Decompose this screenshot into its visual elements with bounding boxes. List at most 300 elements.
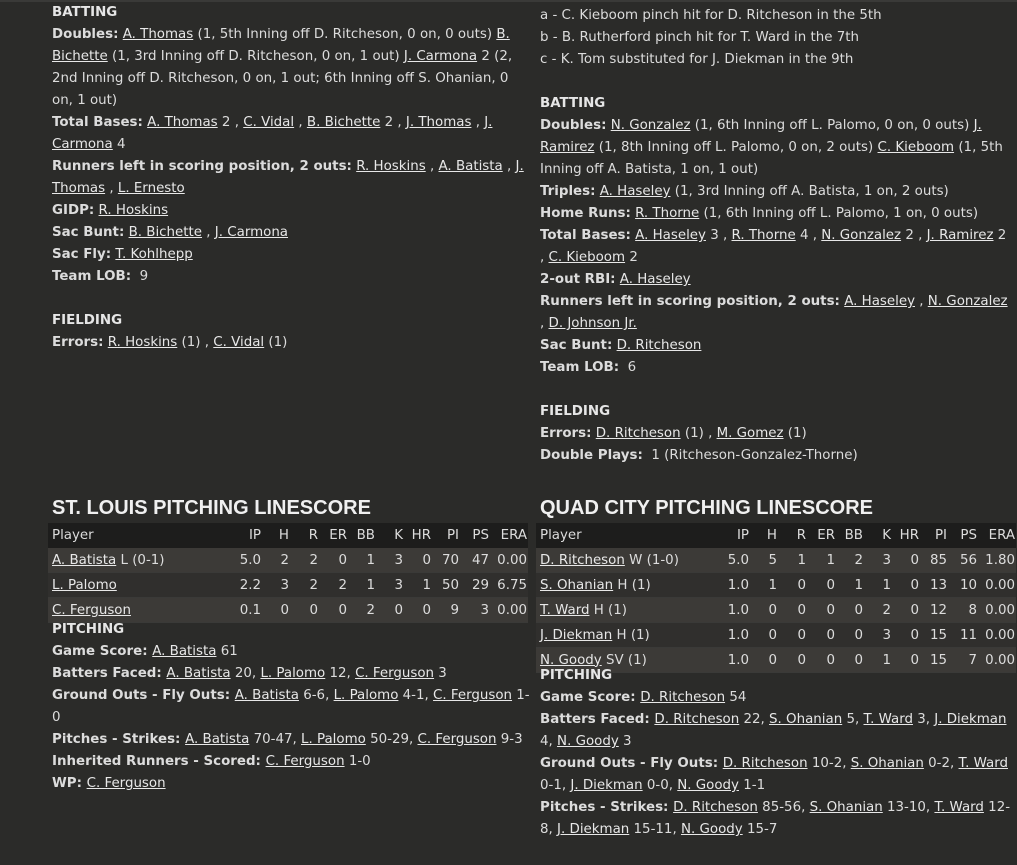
team-lob-row (540, 357, 1014, 379)
detail-label: Game Score: (540, 690, 641, 705)
errors-parts (596, 426, 807, 441)
batting-heading: BATTING (540, 96, 606, 111)
stat-text: 70-47, (249, 732, 301, 747)
stat-cell-era: 0.00 (490, 548, 528, 573)
player-link-r-thorne[interactable]: R. Thorne (731, 228, 796, 243)
gidp-row (52, 200, 530, 222)
stat-cell-era: 6.75 (490, 573, 528, 598)
detail-label: Game Score: (52, 644, 153, 659)
stat-text: 2 (625, 250, 638, 265)
triples-row (540, 181, 1014, 203)
stat-cell-er: 1 (807, 548, 836, 573)
stat-cell-hr: 0 (892, 623, 920, 648)
stat-text: 50-29, (365, 732, 418, 747)
stat-text: (1) (783, 426, 807, 441)
column-header-ip: IP (708, 523, 750, 548)
stat-text: 22, (739, 712, 770, 727)
pitching-detail-batters-faced (540, 709, 1014, 753)
stat-cell-ps: 11 (948, 623, 978, 648)
table-row (536, 573, 1016, 598)
player-link-j-carmona[interactable]: J. Carmona (403, 49, 478, 64)
sac-bunt-label: Sac Bunt: (52, 225, 125, 240)
stat-cell-pi: 15 (920, 648, 948, 673)
decision-text: SV (1) (601, 652, 647, 668)
stat-cell-hr: 0 (892, 548, 920, 573)
player-link-j-diekman[interactable]: J. Diekman (934, 712, 1007, 727)
player-cell (536, 598, 708, 623)
team-lob-value: 9 (139, 269, 149, 284)
two-out-rbi-row (540, 269, 1014, 291)
column-header-ps: PS (948, 523, 978, 548)
table-row (536, 598, 1016, 623)
stl-pitching-table (48, 523, 528, 623)
total-bases-label: Total Bases: (52, 115, 143, 130)
stat-cell-ps: 8 (948, 598, 978, 623)
detail-label: Ground Outs - Fly Outs: (52, 688, 235, 703)
player-link-l-ernesto[interactable]: L. Ernesto (117, 181, 185, 196)
stat-text: (1, 3rd Inning off D. Ritcheson, 0 on, 1 out) (107, 49, 404, 64)
stat-cell-pi: 70 (432, 548, 460, 573)
stat-cell-pi: 15 (920, 623, 948, 648)
stat-text: 2 , (380, 115, 406, 130)
player-link-a-haseley[interactable]: A. Haseley (844, 294, 915, 309)
column-header-k: K (376, 523, 404, 548)
player-link-a-batista[interactable]: A. Batista (52, 552, 117, 568)
stat-text: (1, 5th Inning off D. Ritcheson, 0 on, 0 outs) (193, 27, 497, 42)
sac-fly-parts (115, 247, 192, 262)
stat-cell-ps: 29 (460, 573, 490, 598)
player-link-m-gomez[interactable]: M. Gomez (716, 426, 784, 441)
player-link-a-thomas[interactable]: A. Thomas (147, 115, 218, 130)
stat-cell-ps: 7 (948, 648, 978, 673)
stat-cell-bb: 1 (836, 573, 864, 598)
detail-label: WP: (52, 776, 87, 791)
player-link-j-carmona[interactable]: J. Carmona (214, 225, 289, 240)
stat-cell-ip: 1.0 (708, 598, 750, 623)
risp-label: Runners left in scoring position, 2 outs: (540, 294, 840, 309)
stat-text: 85-56, (757, 800, 810, 815)
player-link-j-thomas[interactable]: J. Thomas (405, 115, 472, 130)
stat-cell-ip: 0.1 (220, 598, 262, 623)
stat-cell-ps: 47 (460, 548, 490, 573)
double-plays-row (540, 445, 1014, 467)
player-link-c-vidal[interactable]: C. Vidal (243, 115, 295, 130)
detail-label: Batters Faced: (540, 712, 655, 727)
stat-cell-bb: 0 (836, 648, 864, 673)
stat-text: 5, (842, 712, 864, 727)
player-link-t-ward[interactable]: T. Ward (958, 756, 1008, 771)
player-link-a-batista[interactable]: A. Batista (185, 732, 250, 747)
player-link-j-diekman[interactable]: J. Diekman (570, 778, 643, 793)
errors-label: Errors: (52, 335, 104, 350)
player-link-j-ramirez[interactable]: J. Ramirez (540, 118, 982, 155)
stat-cell-pi: 50 (432, 573, 460, 598)
double-plays-label: Double Plays: (540, 448, 643, 463)
stat-text: 9-3 (496, 732, 523, 747)
pitching-detail-pitches-strikes (540, 797, 1014, 841)
stat-text: 10-2, (807, 756, 851, 771)
stat-text: (1) (264, 335, 288, 350)
player-link-r-hoskins[interactable]: R. Hoskins (356, 159, 426, 174)
player-link-b-bichette[interactable]: B. Bichette (306, 115, 381, 130)
batting-heading: BATTING (52, 5, 118, 20)
doubles-parts (540, 118, 1003, 177)
stat-text: 1-1 (738, 778, 766, 793)
stat-text: 15-11, (629, 822, 681, 837)
total-bases-label: Total Bases: (540, 228, 631, 243)
stat-cell-ps: 3 (460, 598, 490, 623)
player-link-n-goody[interactable]: N. Goody (557, 734, 619, 749)
team-lob-label: Team LOB: (52, 269, 132, 284)
stat-cell-er: 0 (319, 548, 348, 573)
stat-cell-hr: 0 (892, 573, 920, 598)
triples-parts (600, 184, 949, 199)
player-link-s-ohanian[interactable]: S. Ohanian (769, 712, 843, 727)
decision-text: W (1-0) (624, 552, 679, 568)
stat-text: 4-1, (398, 688, 434, 703)
pitching-heading: PITCHING (540, 668, 613, 683)
player-link-a-haseley[interactable]: A. Haseley (599, 184, 671, 199)
doubles-label: Doubles: (52, 27, 119, 42)
column-header-pi: PI (920, 523, 948, 548)
player-link-c-vidal[interactable]: C. Vidal (213, 335, 265, 350)
player-link-r-hoskins[interactable]: R. Hoskins (98, 203, 169, 218)
stat-text: (1, 8th Inning off L. Palomo, 0 on, 2 outs) (594, 140, 878, 155)
stat-text: (1, 5th Inning off A. Batista, 1 on, 1 out) (540, 140, 1003, 177)
stat-cell-h: 1 (750, 573, 778, 598)
stat-cell-bb: 1 (348, 573, 376, 598)
column-header-h: H (750, 523, 778, 548)
player-link-a-batista[interactable]: A. Batista (166, 666, 231, 681)
stat-cell-pi: 85 (920, 548, 948, 573)
column-header-era: ERA (978, 523, 1016, 548)
player-cell (536, 548, 708, 573)
stat-cell-h: 0 (750, 598, 778, 623)
player-link-a-batista[interactable]: A. Batista (438, 159, 503, 174)
stat-text: 4, (540, 734, 558, 749)
detail-label: Batters Faced: (52, 666, 167, 681)
player-link-a-batista[interactable]: A. Batista (152, 644, 217, 659)
stat-cell-k: 3 (864, 548, 892, 573)
player-link-c-kieboom[interactable]: C. Kieboom (877, 140, 955, 155)
sub-note: b - B. Rutherford pinch hit for T. Ward in the 7th (540, 30, 860, 45)
sac-bunt-parts (129, 225, 288, 240)
player-link-n-gonzalez[interactable]: N. Gonzalez (821, 228, 902, 243)
pitching-detail-game-score (540, 687, 1014, 709)
stat-cell-r: 0 (778, 573, 807, 598)
stat-cell-k: 1 (864, 573, 892, 598)
stat-text: , (915, 294, 928, 309)
risp-row (540, 291, 1014, 335)
player-link-d-ritcheson[interactable]: D. Ritcheson (722, 756, 808, 771)
stat-cell-ip: 5.0 (220, 548, 262, 573)
stat-cell-hr: 1 (404, 573, 432, 598)
stat-text: 2 , (217, 115, 244, 130)
stat-cell-r: 0 (778, 598, 807, 623)
column-header-h: H (262, 523, 290, 548)
player-link-d-ritcheson[interactable]: D. Ritcheson (595, 426, 681, 441)
team-lob-value: 6 (627, 360, 637, 375)
pitching-detail-pitches-strikes (52, 729, 530, 751)
table-row (48, 573, 528, 598)
stl-batting-notes (52, 2, 530, 354)
player-link-n-goody[interactable]: N. Goody (540, 652, 602, 668)
table-header-row (48, 523, 528, 548)
player-link-n-gonzalez[interactable]: N. Gonzalez (610, 118, 691, 133)
stat-cell-bb: 0 (836, 598, 864, 623)
pitching-detail-ground-outs-fly-outs (52, 685, 530, 729)
stat-text: 20, (230, 666, 261, 681)
player-link-b-bichette[interactable]: B. Bichette (52, 27, 510, 64)
column-header-player: Player (536, 523, 708, 548)
stat-cell-hr: 0 (892, 648, 920, 673)
player-link-l-palomo[interactable]: L. Palomo (260, 666, 326, 681)
stat-cell-k: 3 (376, 573, 404, 598)
table-row (536, 623, 1016, 648)
pitching-detail-batters-faced (52, 663, 530, 685)
stat-cell-r: 0 (778, 623, 807, 648)
gidp-label: GIDP: (52, 203, 95, 218)
player-link-n-gonzalez[interactable]: N. Gonzalez (927, 294, 1008, 309)
player-link-j-ramirez[interactable]: J. Ramirez (926, 228, 994, 243)
stat-cell-r: 0 (778, 648, 807, 673)
stat-text: 3 (618, 734, 632, 749)
stat-text: (1) , (177, 335, 214, 350)
stat-cell-ip: 1.0 (708, 648, 750, 673)
stat-cell-era: 1.80 (978, 548, 1016, 573)
qc-pitching-table (536, 523, 1016, 673)
fielding-heading: FIELDING (540, 404, 611, 419)
double-plays-value: 1 (Ritcheson-Gonzalez-Thorne) (651, 448, 858, 463)
stat-cell-ip: 5.0 (708, 548, 750, 573)
decision-text: H (1) (612, 627, 650, 643)
player-link-d-johnson-jr[interactable]: D. Johnson Jr. (548, 316, 637, 331)
stat-text: , (105, 181, 118, 196)
stat-text: 3, (912, 712, 935, 727)
stat-text: , (502, 159, 516, 174)
player-link-c-ferguson[interactable]: C. Ferguson (86, 776, 166, 791)
column-header-hr: HR (404, 523, 432, 548)
team-lob-label: Team LOB: (540, 360, 620, 375)
stat-cell-er: 0 (319, 598, 348, 623)
player-link-j-carmona[interactable]: J. Carmona (52, 115, 493, 152)
sac-bunt-row (52, 222, 530, 244)
player-link-t-kohlhepp[interactable]: T. Kohlhepp (115, 247, 193, 262)
player-link-n-goody[interactable]: N. Goody (680, 822, 743, 837)
stat-text: 3 , (705, 228, 732, 243)
player-link-d-ritcheson[interactable]: D. Ritcheson (540, 552, 625, 568)
stat-cell-bb: 1 (348, 548, 376, 573)
detail-label: Inherited Runners - Scored: (52, 754, 266, 769)
doubles-label: Doubles: (540, 118, 607, 133)
stat-cell-r: 2 (290, 573, 319, 598)
stat-cell-era: 0.00 (978, 573, 1016, 598)
sub-note: a - C. Kieboom pinch hit for D. Ritcheson in the 5th (540, 8, 882, 23)
player-link-s-ohanian[interactable]: S. Ohanian (809, 800, 883, 815)
player-link-c-ferguson[interactable]: C. Ferguson (433, 688, 513, 703)
player-cell (48, 573, 220, 598)
stat-cell-bb: 2 (348, 598, 376, 623)
stat-cell-bb: 2 (836, 548, 864, 573)
stat-cell-er: 0 (807, 648, 836, 673)
stat-cell-hr: 0 (404, 598, 432, 623)
player-link-a-haseley[interactable]: A. Haseley (619, 272, 691, 287)
column-header-pi: PI (432, 523, 460, 548)
decision-text: L (0-1) (116, 552, 165, 568)
stat-cell-er: 0 (807, 598, 836, 623)
fielding-heading: FIELDING (52, 313, 123, 328)
stat-text: 4 (112, 137, 126, 152)
stat-cell-ip: 1.0 (708, 623, 750, 648)
stat-cell-er: 0 (807, 573, 836, 598)
doubles-row (540, 115, 1014, 181)
sac-fly-row (52, 244, 530, 266)
pitching-detail-ground-outs-fly-outs (540, 753, 1014, 797)
errors-row (540, 423, 1014, 445)
player-link-j-diekman[interactable]: J. Diekman (557, 822, 630, 837)
sac-fly-label: Sac Fly: (52, 247, 112, 262)
player-link-r-thorne[interactable]: R. Thorne (635, 206, 700, 221)
two-out-rbi-parts (620, 272, 691, 287)
stat-text: 54 (725, 690, 747, 705)
doubles-row (52, 24, 530, 112)
stat-cell-pi: 12 (920, 598, 948, 623)
player-link-j-diekman[interactable]: J. Diekman (540, 627, 613, 643)
player-link-c-kieboom[interactable]: C. Kieboom (548, 250, 626, 265)
column-header-ip: IP (220, 523, 262, 548)
stat-text: 3 (434, 666, 447, 681)
sac-bunt-row (540, 335, 1014, 357)
stat-cell-ps: 56 (948, 548, 978, 573)
gidp-parts (99, 203, 169, 218)
column-header-er: ER (807, 523, 836, 548)
player-link-d-ritcheson[interactable]: D. Ritcheson (673, 800, 758, 815)
player-link-c-ferguson[interactable]: C. Ferguson (417, 732, 497, 747)
player-link-s-ohanian[interactable]: S. Ohanian (850, 756, 924, 771)
stat-text: 0-2, (923, 756, 959, 771)
player-link-n-goody[interactable]: N. Goody (677, 778, 739, 793)
stat-cell-er: 2 (319, 573, 348, 598)
stat-cell-era: 0.00 (978, 623, 1016, 648)
stat-cell-h: 2 (262, 548, 290, 573)
stat-cell-h: 0 (750, 648, 778, 673)
stat-cell-hr: 0 (404, 548, 432, 573)
stat-cell-era: 0.00 (978, 598, 1016, 623)
errors-parts (108, 335, 288, 350)
total-bases-row (52, 112, 530, 156)
stat-text: , (202, 225, 215, 240)
pitching-detail-wp (52, 773, 530, 795)
player-link-j-thomas[interactable]: J. Thomas (52, 159, 524, 196)
doubles-parts (52, 27, 512, 108)
stat-cell-k: 0 (376, 598, 404, 623)
triples-label: Triples: (540, 184, 596, 199)
player-link-s-ohanian[interactable]: S. Ohanian (540, 577, 614, 593)
team-lob-row (52, 266, 530, 288)
decision-text: H (1) (613, 577, 651, 593)
stat-text: 4 , (795, 228, 822, 243)
stat-cell-r: 1 (778, 548, 807, 573)
player-link-a-thomas[interactable]: A. Thomas (122, 27, 194, 42)
player-link-d-ritcheson[interactable]: D. Ritcheson (654, 712, 740, 727)
stat-text: (1, 6th Inning off L. Palomo, 0 on, 0 outs) (690, 118, 974, 133)
qc-pitching-title: QUAD CITY PITCHING LINESCORE (540, 497, 873, 519)
player-cell (48, 548, 220, 573)
column-header-hr: HR (892, 523, 920, 548)
stat-text: 61 (216, 644, 238, 659)
player-link-b-bichette[interactable]: B. Bichette (128, 225, 203, 240)
sac-bunt-parts (617, 338, 702, 353)
stat-text: 13-10, (882, 800, 935, 815)
stat-cell-era: 0.00 (978, 648, 1016, 673)
column-header-bb: BB (348, 523, 376, 548)
column-header-player: Player (48, 523, 220, 548)
table-row (48, 548, 528, 573)
sac-bunt-label: Sac Bunt: (540, 338, 613, 353)
errors-label: Errors: (540, 426, 592, 441)
home-runs-parts (635, 206, 978, 221)
player-link-r-hoskins[interactable]: R. Hoskins (107, 335, 178, 350)
player-link-t-ward[interactable]: T. Ward (863, 712, 913, 727)
stat-cell-h: 5 (750, 548, 778, 573)
player-cell (536, 623, 708, 648)
stat-text: 2 (2, 2nd Inning off D. Ritcheson, 0 on, 1 out; 6th Inning off S. Ohanian, 0 on, 1 out) (52, 49, 513, 108)
stat-cell-h: 0 (750, 623, 778, 648)
stat-cell-h: 0 (262, 598, 290, 623)
stat-cell-k: 3 (376, 548, 404, 573)
stat-cell-k: 2 (864, 598, 892, 623)
column-header-era: ERA (490, 523, 528, 548)
qc-batting-notes (540, 5, 1014, 467)
risp-row (52, 156, 530, 200)
risp-label: Runners left in scoring position, 2 outs: (52, 159, 352, 174)
stat-cell-ps: 10 (948, 573, 978, 598)
stat-text: 0-0, (642, 778, 678, 793)
stat-text: 1-0 (344, 754, 371, 769)
player-link-t-ward[interactable]: T. Ward (540, 602, 590, 618)
player-link-d-ritcheson[interactable]: D. Ritcheson (640, 690, 726, 705)
column-header-ps: PS (460, 523, 490, 548)
stat-text: 6-6, (298, 688, 334, 703)
player-link-d-ritcheson[interactable]: D. Ritcheson (616, 338, 702, 353)
player-link-l-palomo[interactable]: L. Palomo (52, 577, 117, 593)
qc-pitching-notes (540, 665, 1014, 841)
player-link-c-ferguson[interactable]: C. Ferguson (355, 666, 435, 681)
home-runs-row (540, 203, 1014, 225)
stat-cell-ip: 2.2 (220, 573, 262, 598)
column-header-bb: BB (836, 523, 864, 548)
player-link-a-haseley[interactable]: A. Haseley (635, 228, 706, 243)
player-link-a-batista[interactable]: A. Batista (234, 688, 299, 703)
stl-pitching-title: ST. LOUIS PITCHING LINESCORE (52, 497, 371, 519)
decision-text: H (1) (589, 602, 628, 618)
player-link-l-palomo[interactable]: L. Palomo (333, 688, 399, 703)
stat-text: 2 , (540, 228, 1007, 265)
sub-note: c - K. Tom substituted for J. Diekman in the 9th (540, 52, 854, 67)
stat-cell-pi: 13 (920, 573, 948, 598)
stat-cell-ip: 1.0 (708, 573, 750, 598)
stat-cell-era: 0.00 (490, 598, 528, 623)
player-link-c-ferguson[interactable]: C. Ferguson (52, 602, 131, 618)
stat-text: 15-7 (742, 822, 778, 837)
total-bases-row (540, 225, 1014, 269)
errors-row (52, 332, 530, 354)
player-link-c-ferguson[interactable]: C. Ferguson (265, 754, 345, 769)
player-link-l-palomo[interactable]: L. Palomo (301, 732, 366, 747)
player-link-t-ward[interactable]: T. Ward (934, 800, 984, 815)
stat-text: (1, 6th Inning off L. Palomo, 1 on, 0 outs) (699, 206, 979, 221)
stat-cell-k: 1 (864, 648, 892, 673)
